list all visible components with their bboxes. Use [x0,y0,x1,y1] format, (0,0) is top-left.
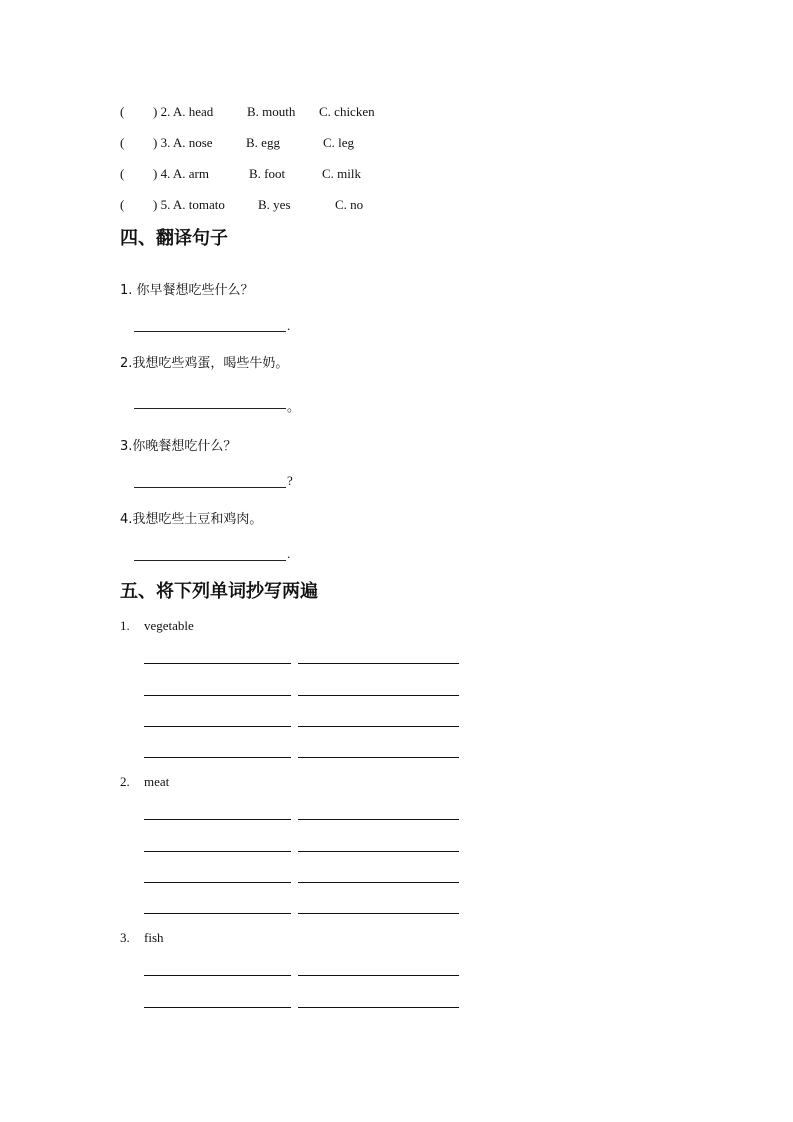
copy-line[interactable] [298,819,459,820]
copy-line[interactable] [144,913,291,914]
word-number: 2. [120,774,130,789]
copy-line[interactable] [144,882,291,883]
answer-line-end: ? [287,473,293,488]
translate-prompt: 2.我想吃些鸡蛋，喝些牛奶。 [120,356,289,371]
copy-line[interactable] [144,1007,291,1008]
copy-word: meat [144,774,170,789]
option-b: B. egg [246,135,280,150]
copy-line[interactable] [298,1007,459,1008]
copy-line[interactable] [144,726,291,727]
copy-line[interactable] [298,913,459,914]
copy-line[interactable] [298,975,459,976]
translate-prompt: 3.你晚餐想吃什么？ [120,439,237,454]
option-a: ) 3. A. nose [153,135,213,150]
translate-prompt: 1. 你早餐想吃些什么？ [120,283,254,298]
option-b: B. foot [249,166,286,181]
copy-line[interactable] [144,851,291,852]
translate-prompt: 4.我想吃些土豆和鸡肉。 [120,512,263,527]
copy-line[interactable] [298,851,459,852]
copy-word: fish [144,930,164,945]
option-a: ) 5. A. tomato [153,197,225,212]
word-number: 3. [120,930,130,945]
answer-line-end: . [287,546,291,561]
section-title: 四、翻译句子 [120,228,228,249]
answer-paren: ( [120,135,125,150]
copy-line[interactable] [298,882,459,883]
copy-line[interactable] [298,663,459,664]
copy-word: vegetable [144,618,194,633]
answer-line-end: 。 [287,399,301,414]
copy-line[interactable] [144,975,291,976]
answer-line[interactable] [134,487,286,488]
word-number: 1. [120,618,130,633]
answer-line[interactable] [134,331,286,332]
option-a: ) 4. A. arm [153,166,209,181]
answer-line-end: . [287,318,291,333]
copy-line[interactable] [298,726,459,727]
option-c: C. chicken [319,104,375,119]
copy-line[interactable] [298,695,459,696]
copy-line[interactable] [144,819,291,820]
answer-line[interactable] [134,560,286,561]
copy-line[interactable] [298,757,459,758]
answer-line[interactable] [134,408,286,409]
section-title: 五、将下列单词抄写两遍 [120,581,318,602]
option-c: C. no [335,197,364,212]
answer-paren: ( [120,104,125,119]
copy-line[interactable] [144,757,291,758]
answer-paren: ( [120,197,125,212]
option-a: ) 2. A. head [153,104,214,119]
answer-paren: ( [120,166,125,181]
option-b: B. yes [258,197,291,212]
option-c: C. leg [323,135,355,150]
copy-line[interactable] [144,663,291,664]
option-c: C. milk [322,166,362,181]
copy-line[interactable] [144,695,291,696]
option-b: B. mouth [247,104,296,119]
